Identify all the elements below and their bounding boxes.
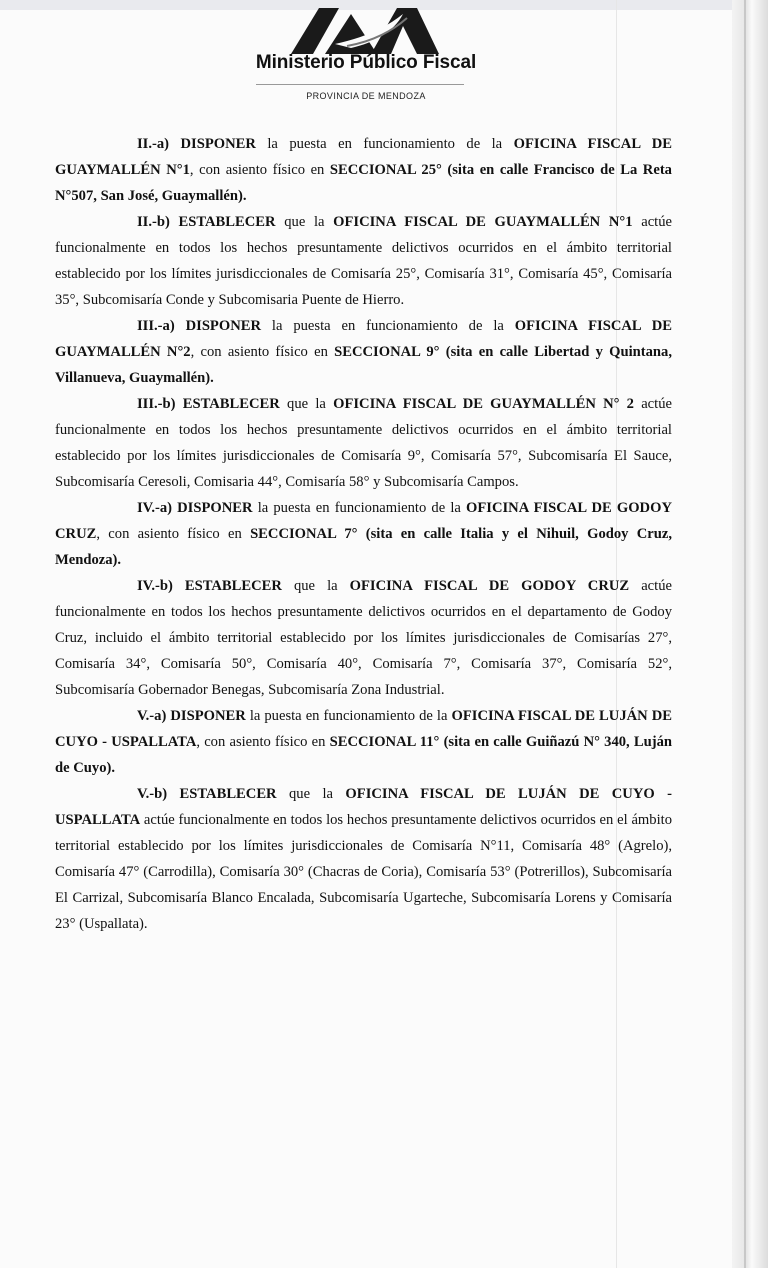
text-run: actúe funcionalmente en todos los hechos presuntamente delictivos ocurridos en el ámbito territorial establecido por los límites jurisdiccionales de Comisaría 9°, Comisaría 57°, Subcomisaría El Sauce, Subcomisaría Ceresoli, Comisaria 44°, Comisaría 58° y Subcomisaría Campos. <box>55 396 672 490</box>
bold-text-run: IV.-a) DISPONER <box>137 500 253 516</box>
bold-text-run: II.-a) DISPONER <box>137 136 256 152</box>
bold-text-run: V.-a) DISPONER <box>137 708 246 724</box>
resolution-paragraph <box>55 131 672 209</box>
bold-text-run: OFICINA FISCAL DE LUJÁN DE CUYO - USPALLATA <box>55 708 672 750</box>
document-body <box>55 131 672 937</box>
text-run: actúe funcionalmente en todos los hechos presuntamente delictivos ocurridos en el ámbito territorial establecido por los límites jurisdiccionales de Comisaría 25°, Comisaría 31°, Comisaría 45°, Comisaría 35°, Subcomisaría Conde y Subcomisaria Puente de Hierro. <box>55 214 673 308</box>
text-run: que la <box>275 214 334 230</box>
bold-text-run: SECCIONAL 9° (sita en calle Libertad y Quintana, Villanueva, Guaymallén). <box>55 344 672 386</box>
bold-text-run: OFICINA FISCAL DE GODOY CRUZ <box>55 500 672 542</box>
bold-text-run: OFICINA FISCAL DE GODOY CRUZ <box>349 578 630 594</box>
page-edge-line <box>744 0 746 1268</box>
resolution-paragraph <box>55 781 672 937</box>
bold-text-run: V.-b) ESTABLECER <box>137 786 277 802</box>
province-subtitle: PROVINCIA DE MENDOZA <box>306 91 426 101</box>
bold-text-run: III.-b) ESTABLECER <box>137 396 280 412</box>
text-run: la puesta en funcionamiento de la <box>255 136 514 152</box>
text-run: la puesta en funcionamiento de la <box>252 500 467 516</box>
bold-text-run: SECCIONAL 25° (sita en calle Francisco de La Reta N°507, San José, Guaymallén). <box>55 162 672 204</box>
text-run: , con asiento físico en <box>189 162 330 178</box>
text-run: que la <box>281 578 350 594</box>
resolution-paragraph <box>55 495 672 573</box>
text-run: que la <box>279 396 334 412</box>
bold-text-run: OFICINA FISCAL DE LUJÁN DE CUYO - USPALLATA <box>55 786 672 828</box>
page-edge-shadow <box>732 0 768 1268</box>
text-run: , con asiento físico en <box>196 734 330 750</box>
text-run: , con asiento físico en <box>96 526 251 542</box>
resolution-paragraph <box>55 703 672 781</box>
resolution-paragraph <box>55 391 672 495</box>
ministry-title: Ministerio Público Fiscal <box>255 52 477 73</box>
ministerio-publico-fiscal-logo-icon <box>291 8 441 56</box>
bold-text-run: SECCIONAL 7° (sita en calle Italia y el Nihuil, Godoy Cruz, Mendoza). <box>55 526 673 568</box>
resolution-paragraph <box>55 313 672 391</box>
text-run: que la <box>276 786 346 802</box>
bold-text-run: OFICINA FISCAL DE GUAYMALLÉN N° 2 <box>333 396 634 412</box>
text-run: actúe funcionalmente en todos los hechos presuntamente delictivos ocurridos en el ámbito territorial establecido por los límites jurisdiccionales de Comisaría N°11, Comisaría 48° (Agrelo), Comisaría 47° (Carrodilla), Comisaría 30° (Chacras de Coria), Comisaría 53° (Potrerillos), Subcomisaría El Carrizal, Subcomisaría Blanco Encalada, Subcomisaría Ugarteche, Subcomisaría Lorens y Comisaría 23° (Uspallata). <box>55 812 672 932</box>
bold-text-run: II.-b) ESTABLECER <box>137 214 276 230</box>
document-header <box>0 8 732 56</box>
text-run: la puesta en funcionamiento de la <box>245 708 452 724</box>
resolution-paragraph <box>55 573 672 703</box>
resolution-paragraph <box>55 209 672 313</box>
bold-text-run: IV.-b) ESTABLECER <box>137 578 282 594</box>
bold-text-run: OFICINA FISCAL DE GUAYMALLÉN N°1 <box>333 214 633 230</box>
bold-text-run: OFICINA FISCAL DE GUAYMALLÉN N°1 <box>55 136 672 178</box>
text-run: , con asiento físico en <box>190 344 335 360</box>
bold-text-run: III.-a) DISPONER <box>137 318 262 334</box>
header-divider <box>256 84 464 85</box>
bold-text-run: OFICINA FISCAL DE GUAYMALLÉN N°2 <box>55 318 672 360</box>
text-run: la puesta en funcionamiento de la <box>261 318 515 334</box>
bold-text-run: SECCIONAL 11° (sita en calle Guiñazú N° 340, Luján de Cuyo). <box>55 734 673 776</box>
text-run: actúe funcionalmente en todos los hechos presuntamente delictivos ocurridos en el departamento de Godoy Cruz, incluido el ámbito territorial establecido por los límites jurisdiccionales de Comisarías 27°, Comisaría 34°, Comisaría 50°, Comisaría 40°, Comisaría 7°, Comisaría 37°, Comisaría 52°, Subcomisaría Gobernador Benegas, Subcomisaría Zona Industrial. <box>55 578 672 698</box>
